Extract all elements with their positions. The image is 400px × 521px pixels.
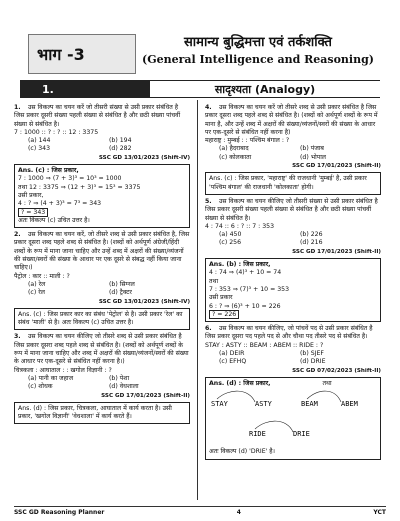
page-number: 4	[236, 509, 241, 516]
exam-source: SSC GD 17/01/2023 (Shift-II)	[101, 392, 190, 399]
question-expression: पैट्रोल : कार :: माली : ?	[14, 272, 70, 280]
options	[219, 350, 381, 367]
answer-box	[205, 377, 381, 460]
question-4	[205, 104, 381, 195]
question-text: उस विकल्प का चयन करें जो तीसरे शब्द से उसी प्रकार संबंधित है जिस प्रकार दूसरा शब्द पहले शब्द से संबंधित है। (शब्दों को अर्थपूर्ण शब्दों के रूप में माना है, और उन्हें शब्द में अक्षरों की संख्या/व्यंजनों/स्वरों की संख्या के आधार पर एक-दूसरे से संबंधित नहीं करना है)	[205, 104, 378, 136]
answer-footnote: अतः विकल्प (d) 'DRIE' है।	[209, 448, 275, 456]
option-c: (c) 343	[28, 145, 51, 153]
question-text: उस विकल्प का चयन कीजिए जो तीसरी संख्या से उसी प्रकार संबंधित है जिस प्रकार दूसरी संख्या पहली संख्या से संबंधित है और छठी संख्या पांचवीं संख्या से संबंधित है।	[205, 197, 378, 222]
answer-line: 4 : 74 ⇒ (4)³ + 10 = 74	[209, 269, 282, 277]
publisher-name: YCT	[373, 509, 386, 516]
diagram-word-drie: DRIE	[293, 430, 310, 439]
option-d: (d) वेधशाला	[109, 383, 139, 391]
option-a: (a) रेल	[28, 280, 46, 288]
answer-line: तथा 12 : 3375 ⇒ (12 + 3)³ = 15³ = 3375	[18, 183, 141, 191]
question-2	[14, 231, 190, 330]
page-footer	[14, 506, 386, 516]
options	[28, 137, 190, 154]
exam-source: SSC GD 13/01/2023 (Shift-IV)	[98, 298, 190, 305]
option-b: (b) SJEF	[300, 350, 324, 358]
question-6	[205, 325, 381, 459]
option-c: (c) शोधक	[28, 383, 53, 391]
option-c: (c) 256	[219, 239, 242, 247]
answer-line: 6 : ? ⇒ (6)³ + 10 = 226	[209, 302, 281, 310]
option-d: (d) 216	[300, 239, 323, 247]
exam-source: SSC GD 07/02/2023 (Shift-II)	[292, 367, 381, 374]
question-expression: 7 : 1000 :: ? : ? :: 12 : 3375	[14, 128, 99, 136]
answer-line: 7 : 1000 ⇒ (7 + 3)³ = 10³ = 1000	[18, 175, 122, 183]
option-a: (a) पानी का जहाज	[28, 374, 74, 382]
left-column	[14, 104, 190, 427]
section-title	[138, 34, 378, 74]
answer-line: उसी प्रकार,	[18, 191, 44, 199]
exam-source: SSC GD 17/01/2023 (Shift-II)	[292, 163, 381, 170]
answer-result: ? = 226	[209, 310, 239, 319]
question-number: 3.	[14, 333, 21, 341]
question-number: 4.	[205, 104, 212, 111]
question-number: 5.	[205, 197, 212, 205]
answer-box	[205, 172, 381, 195]
answer-line: अतः विकल्प (c) उचित उत्तर है।	[18, 216, 90, 224]
question-expression: महाराष्ट्र : मुम्बई : : पश्चिम बंगाल : ?	[205, 137, 290, 145]
diagram-word-ride: RIDE	[249, 430, 266, 439]
question-number: 6.	[205, 325, 212, 333]
option-c: (c) रेल	[28, 289, 45, 297]
answer-box	[14, 308, 190, 331]
answer-tatha: तथा	[322, 379, 332, 387]
question-expression: STAY : ASTY :: BEAM : ABEM :: RIDE : ?	[205, 341, 324, 349]
option-b: (b) 194	[109, 137, 132, 145]
answer-line: तथा	[209, 277, 219, 285]
question-5	[205, 198, 381, 322]
question-1	[14, 104, 190, 228]
title-hindi: सामान्य बुद्धिमत्ता एवं तर्कशक्ति	[184, 35, 332, 50]
option-c: (c) EFHQ	[219, 358, 247, 366]
answer-line: 4 : ? ⇒ (4 + 3)³ = 7³ = 343	[18, 200, 102, 208]
answer-text: Ans. (c) : जिस प्रकार कार का संबंध 'पेट्रोल' से है। उसी प्रकार 'रेल' का संबंध 'माली' से है। अतः विकल्प (c) उचित उत्तर है।	[18, 310, 183, 327]
exam-source: SSC GD 13/01/2023 (Shift-IV)	[98, 154, 190, 161]
right-column	[205, 104, 381, 463]
option-d: (d) DRIE	[300, 358, 326, 366]
question-number: 2.	[14, 231, 21, 239]
answer-line: उसी प्रकार	[209, 294, 233, 302]
diagram-word-abem: ABEM	[341, 400, 358, 409]
option-c: (c) कोलकाता	[219, 153, 252, 161]
options	[28, 281, 190, 298]
part-label: भाग -3	[28, 34, 136, 74]
answer-line: 7 : 353 ⇒ (7)³ + 10 = 353	[209, 285, 290, 293]
answer-heading: Ans. (d) : जिस प्रकार,	[209, 379, 271, 387]
title-english: (General Intelligence and Reasoning)	[141, 53, 374, 66]
exam-source: SSC GD 17/01/2023 (Shift-II)	[292, 248, 381, 255]
page-header	[28, 34, 382, 78]
question-3	[14, 333, 190, 424]
chapter-number: 1.	[20, 80, 150, 98]
option-d: (d) 282	[109, 145, 132, 153]
question-text: उस विकल्प का चयन कीजिए, जो पांचवें पद से उसी प्रकार संबंधित है जिस प्रकार दूसरा पद पहले पद से और चौथा पद तीसरे पद से संबंधित है।	[205, 325, 373, 341]
answer-heading: Ans. (b) : जिस प्रकार,	[209, 261, 271, 269]
chapter-bar	[20, 80, 380, 98]
column-divider	[197, 100, 198, 500]
option-a: (a) 144	[28, 137, 51, 145]
question-expression: चित्रकला : आघाताल : : खगोल विज्ञानी : ?	[14, 366, 112, 374]
diagram-word-asty: ASTY	[255, 400, 272, 409]
answer-box	[14, 164, 190, 228]
question-text: उस विकल्प का चयन करें जो तीसरी संख्या से उसी प्रकार संबंधित है जिस प्रकार दूसरी संख्या पहली संख्या से संबंधित है और छठी संख्या पांचवीं संख्या से संबंधित है।	[14, 104, 181, 128]
option-a: (a) 450	[219, 231, 242, 239]
answer-box	[205, 258, 381, 322]
option-b: (b) 226	[300, 231, 323, 239]
question-text: उस विकल्प का चयन करें, जो तीसरे शब्द से उसी प्रकार संबंधित है, जिस प्रकार दूसरा शब्द पहले शब्द से संबंधित है। (शब्दों को अर्थपूर्ण अंग्रेजी/हिंदी शब्दों के रूप में माना जाना चाहिए और उन्हें शब्द में अक्षरों की संख्या/व्यंजनों की संख्या/स्वरों की संख्या के आधार पर एक दूसरे से संबद्ध नहीं किया जाना चाहिए।)	[14, 231, 190, 272]
options	[219, 231, 381, 248]
options	[219, 145, 381, 162]
question-text: उस विकल्प का चयन कीजिए जो तीसरे शब्द से उसी प्रकार संबंधित है जिस प्रकार दूसरा शब्द पहले शब्द से संबंधित है। (शब्दों को अर्थपूर्ण शब्दों के रूप में माना जाना चाहिए और शब्द में अक्षरों की संख्या/व्यंजनों/स्वरों की संख्या के आधार पर एक-दूसरे से संबंधित नहीं करना है।)	[14, 333, 189, 366]
chapter-title: सादृश्यता (Analogy)	[150, 80, 380, 98]
option-d: (d) भोपाल	[300, 153, 326, 161]
option-d: (d) ट्रैक्टर	[109, 289, 132, 297]
option-a: (a) DEIR	[219, 350, 245, 358]
answer-result: ? = 343	[18, 208, 48, 217]
option-b: (b) पेशा	[109, 374, 130, 382]
answer-heading: Ans. (c) : जिस प्रकार,	[18, 167, 79, 175]
letter-shift-diagram-svg	[209, 388, 377, 446]
option-b: (b) सिग्नल	[109, 280, 135, 288]
answer-box	[14, 402, 190, 425]
options	[28, 375, 190, 392]
option-b: (b) पंजाब	[300, 145, 324, 153]
diagram-word-stay: STAY	[211, 400, 228, 409]
footer-book-title: SSC GD Reasoning Planner	[14, 509, 105, 516]
question-expression: 4 : 74 :: 6 : ? :: 7 : 353	[205, 222, 275, 230]
diagram-word-beam: BEAM	[301, 400, 318, 409]
answer-text: Ans. (d) : जिस प्रकार, चित्रकला, आघाताल में कार्य करता है। उसी प्रकार, 'खगोल विज्ञानी' 'वेधशाला' में कार्य करते हैं।	[18, 404, 172, 421]
answer-text: Ans. (c) : जिस प्रकार, 'महाराष्ट्र' की राजधानी 'मुम्बई' है, उसी प्रकार 'पश्चिम बंगाल' की राजधानी 'कोलकाता' होगी।	[209, 175, 367, 191]
letter-shift-diagram	[209, 388, 377, 448]
question-number: 1.	[14, 104, 21, 111]
option-a: (a) हैदराबाद	[219, 145, 249, 153]
